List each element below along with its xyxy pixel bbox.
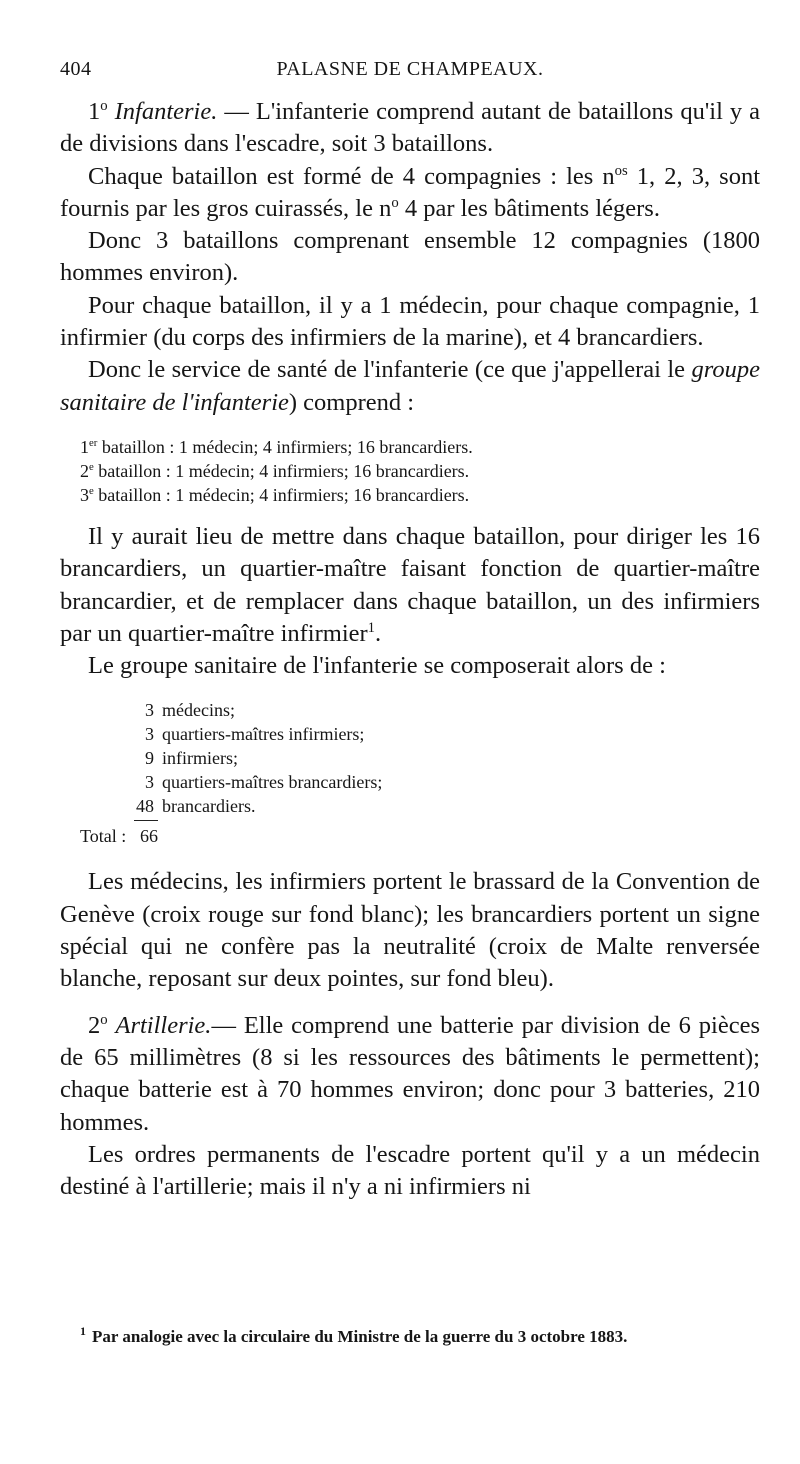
paragraph-ordres-permanents: Les ordres permanents de l'escadre portent qu'il y a un médecin destiné à l'artillerie; mais il n'y a ni infirmiers ni <box>60 1140 760 1201</box>
composition-list <box>80 698 760 848</box>
battalion-ordinal: 1 <box>80 436 89 457</box>
section-number: 2 <box>88 1011 101 1039</box>
paragraph-personnel: Pour chaque bataillon, il y a 1 médecin, pour chaque compagnie, 1 infirmier (du corps des infirmiers de la marine), et 4 brancardiers. <box>60 291 760 352</box>
composition-label: médecins; <box>162 700 235 721</box>
paragraph-text: . <box>375 619 382 647</box>
body-text <box>60 96 760 1203</box>
paragraph-groupe-sanitaire <box>60 354 760 419</box>
paragraph-infanterie-intro <box>60 96 760 161</box>
composition-total <box>80 820 760 848</box>
composition-row <box>80 722 760 746</box>
degree-mark: o <box>100 97 108 114</box>
paragraph-text: Il y aurait lieu de mettre dans chaque bataillon, pour diriger les 16 brancardiers, un quartier-maître faisant fonction de quartier-maître brancardier, et de remplacer dans chaque bataillon, un des infirmiers par un quartier-maître infirmier <box>60 522 760 647</box>
paragraph-text: ) comprend : <box>288 388 415 416</box>
footnote-text: Par analogie avec la circulaire du Ministre de la guerre du 3 octobre 1883. <box>91 1327 628 1346</box>
battalion-line <box>80 459 760 483</box>
battalion-ordinal: 2 <box>80 460 89 481</box>
battalion-text: bataillon : 1 médecin; 4 infirmiers; 16 brancardiers. <box>93 484 470 505</box>
composition-label: quartiers-maîtres infirmiers; <box>162 724 365 745</box>
paragraph-compagnies <box>60 161 760 226</box>
battalion-text: bataillon : 1 médecin; 4 infirmiers; 16 brancardiers. <box>97 436 473 457</box>
composition-row <box>80 698 760 722</box>
footnote <box>80 1326 760 1348</box>
superscript: o <box>391 194 399 211</box>
composition-row <box>80 746 760 770</box>
italic-term: groupe sanitaire de l'infanterie <box>60 356 760 416</box>
paragraph-text: — Elle comprend une batterie par division de 6 pièces de 65 millimètres (8 si les ressources des bâtiments le permettent); chaque batterie est à 70 hommes environ; donc pour 3 batteries, 210 hommes. <box>60 1011 760 1136</box>
composition-label: brancardiers. <box>162 796 256 817</box>
paragraph-text: 1, 2, 3, sont fournis par les gros cuirassés, le n <box>60 162 760 222</box>
composition-count: 48 <box>136 796 154 817</box>
paragraph-brassard: Les médecins, les infirmiers portent le brassard de la Convention de Genève (croix rouge sur fond blanc); les brancardiers portent un signe spécial qui ne confère pas la neutralité (croix de Malte renversée blanche, reposant sur deux pointes, sur fond bleu). <box>60 868 760 993</box>
footnote-mark: 1 <box>80 1324 86 1339</box>
battalion-ordinal: 3 <box>80 484 89 505</box>
battalion-text: bataillon : 1 médecin; 4 infirmiers; 16 brancardiers. <box>93 460 470 481</box>
running-head: PALASNE DE CHAMPEAUX. <box>276 58 544 80</box>
composition-row <box>80 770 760 794</box>
composition-count: 3 <box>145 772 154 793</box>
paragraph-artillerie <box>60 1010 760 1139</box>
paragraph-total-compagnies: Donc 3 bataillons comprenant ensemble 12 compagnies (1800 hommes environ). <box>60 227 760 287</box>
page-number: 404 <box>60 58 92 80</box>
degree-mark: o <box>100 1011 108 1028</box>
paragraph-composition-intro: Le groupe sanitaire de l'infanterie se composerait alors de : <box>88 652 666 680</box>
composition-label: infirmiers; <box>162 748 238 769</box>
paragraph-text: 4 par les bâtiments légers. <box>398 194 660 222</box>
paragraph-quartier-maitre <box>60 521 760 650</box>
composition-count: 9 <box>145 748 154 769</box>
superscript: e <box>89 460 94 473</box>
composition-label: quartiers-maîtres brancardiers; <box>162 772 383 793</box>
total-label: Total : <box>80 826 127 847</box>
composition-count: 3 <box>145 724 154 745</box>
superscript: er <box>89 436 98 449</box>
superscript: os <box>614 162 628 179</box>
section-number: 1 <box>88 98 101 125</box>
total-rule <box>134 820 158 821</box>
battalion-line <box>80 435 760 459</box>
total-value: 66 <box>140 826 158 847</box>
paragraph-text: Donc le service de santé de l'infanterie (ce que j'appellerai le <box>88 356 692 384</box>
paragraph-text: Chaque bataillon est formé de 4 compagnies : les n <box>88 162 615 190</box>
footnote-reference[interactable]: 1 <box>367 619 376 636</box>
paragraph-text: — L'infanterie comprend autant de bataillons qu'il y a de divisions dans l'escadre, soit 3 bataillons. <box>60 98 761 158</box>
page-header <box>60 58 760 88</box>
section-title-infanterie: Infanterie. <box>114 98 218 125</box>
superscript: e <box>89 484 94 497</box>
composition-count: 3 <box>145 700 154 721</box>
battalion-list <box>80 435 760 507</box>
battalion-line <box>80 483 760 507</box>
section-title-artillerie: Artillerie. <box>115 1011 212 1039</box>
composition-row <box>80 794 760 818</box>
